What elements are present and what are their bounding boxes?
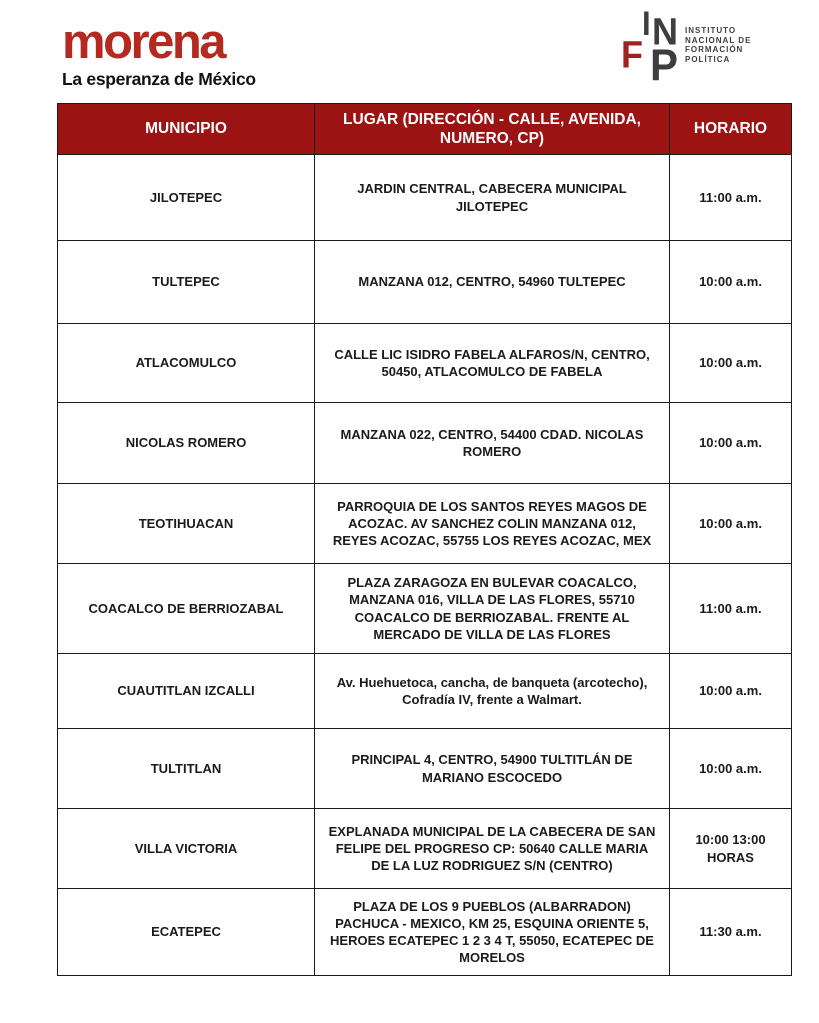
table-row [58, 241, 792, 324]
cell-lugar: JARDIN CENTRAL, CABECERA MUNICIPAL JILOTEPEC [315, 155, 670, 241]
cell-lugar: PRINCIPAL 4, CENTRO, 54900 TULTITLÁN DE MARIANO ESCOCEDO [315, 729, 670, 809]
cell-horario: 11:00 a.m. [670, 564, 792, 654]
table-row [58, 809, 792, 889]
column-header-horario: HORARIO [670, 104, 792, 155]
infp-letter-i: I [642, 4, 651, 43]
cell-horario: 11:00 a.m. [670, 155, 792, 241]
infp-logo [612, 6, 802, 96]
schedule-table-body [58, 155, 792, 976]
morena-logo [62, 15, 322, 90]
schedule-table-head [58, 104, 792, 155]
table-row [58, 729, 792, 809]
infp-text-line: NACIONAL DE [685, 35, 752, 45]
infp-text-block [685, 26, 751, 64]
table-row [58, 403, 792, 484]
cell-horario: 11:30 a.m. [670, 889, 792, 976]
morena-tagline: La esperanza de México [62, 69, 256, 89]
infp-text-line: FORMACIÓN [685, 45, 744, 54]
cell-horario: 10:00 a.m. [670, 403, 792, 484]
infp-letter-f: F [621, 32, 643, 76]
infp-text-line: INSTITUTO [685, 26, 737, 35]
cell-municipio: TEOTIHUACAN [58, 484, 315, 564]
cell-lugar: Av. Huehuetoca, cancha, de banqueta (arcotecho), Cofradía IV, frente a Walmart. [315, 654, 670, 729]
cell-municipio: JILOTEPEC [58, 155, 315, 241]
cell-municipio: TULTITLAN [58, 729, 315, 809]
cell-horario: 10:00 a.m. [670, 484, 792, 564]
cell-lugar: MANZANA 012, CENTRO, 54960 TULTEPEC [315, 241, 670, 324]
infp-letter-p: P [650, 40, 679, 91]
cell-horario: 10:00 a.m. [670, 729, 792, 809]
cell-municipio: NICOLAS ROMERO [58, 403, 315, 484]
cell-lugar: MANZANA 022, CENTRO, 54400 CDAD. NICOLAS ROMERO [315, 403, 670, 484]
schedule-table [57, 103, 792, 976]
column-header-municipio: MUNICIPIO [58, 104, 315, 155]
cell-municipio: TULTEPEC [58, 241, 315, 324]
table-row [58, 654, 792, 729]
table-row [58, 155, 792, 241]
table-row [58, 564, 792, 654]
cell-horario: 10:00 13:00 HORAS [670, 809, 792, 889]
cell-municipio: CUAUTITLAN IZCALLI [58, 654, 315, 729]
cell-lugar: CALLE LIC ISIDRO FABELA ALFAROS/N, CENTRO, 50450, ATLACOMULCO DE FABELA [315, 324, 670, 403]
cell-municipio: VILLA VICTORIA [58, 809, 315, 889]
cell-horario: 10:00 a.m. [670, 324, 792, 403]
infp-letter-n: N [652, 9, 678, 53]
table-row [58, 484, 792, 564]
header-row [58, 104, 792, 155]
table-row [58, 889, 792, 976]
cell-lugar: PLAZA ZARAGOZA EN BULEVAR COACALCO, MANZANA 016, VILLA DE LAS FLORES, 55710 COACALCO DE BERRIOZABAL. FRENTE AL MERCADO DE VILLA DE LAS FLORES [315, 564, 670, 654]
table-row [58, 324, 792, 403]
cell-horario: 10:00 a.m. [670, 241, 792, 324]
cell-horario: 10:00 a.m. [670, 654, 792, 729]
cell-lugar: PARROQUIA DE LOS SANTOS REYES MAGOS DE ACOZAC. AV SANCHEZ COLIN MANZANA 012, REYES ACOZAC, 55755 LOS REYES ACOZAC, MEX [315, 484, 670, 564]
infp-text-line: POLÍTICA [685, 54, 731, 64]
morena-wordmark: morena [62, 15, 225, 69]
cell-lugar: PLAZA DE LOS 9 PUEBLOS (ALBARRADON) PACHUCA - MEXICO, KM 25, ESQUINA ORIENTE 5, HEROES ECATEPEC 1 2 3 4 T, 55050, ECATEPEC DE MORELOS [315, 889, 670, 976]
cell-municipio: ATLACOMULCO [58, 324, 315, 403]
cell-municipio: ECATEPEC [58, 889, 315, 976]
column-header-lugar: LUGAR (DIRECCIÓN - CALLE, AVENIDA, NUMERO, CP) [315, 104, 670, 155]
cell-lugar: EXPLANADA MUNICIPAL DE LA CABECERA DE SAN FELIPE DEL PROGRESO CP: 50640 CALLE MARIA DE LA LUZ RODRIGUEZ S/N (CENTRO) [315, 809, 670, 889]
cell-municipio: COACALCO DE BERRIOZABAL [58, 564, 315, 654]
